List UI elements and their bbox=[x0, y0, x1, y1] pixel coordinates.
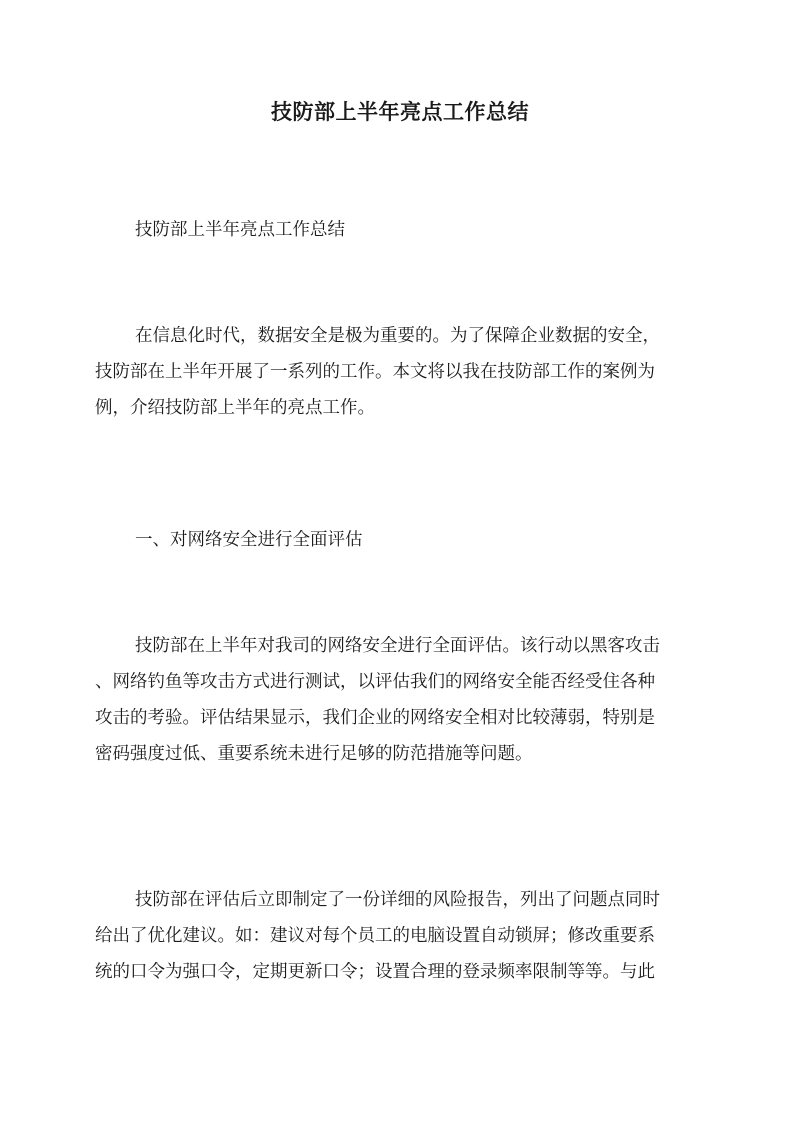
section-heading-text: 一、对网络安全进行全面评估 bbox=[135, 530, 363, 550]
section1-paragraph-1 bbox=[95, 628, 705, 772]
section1-paragraph-2 bbox=[95, 882, 705, 990]
paragraph-line: 技防部在上半年开展了一系列的工作。本文将以我在技防部工作的案例为 bbox=[95, 362, 655, 382]
paragraph-line: 技防部在上半年对我司的网络安全进行全面评估。该行动以黑客攻击 bbox=[135, 636, 660, 656]
paragraph-line: 给出了优化建议。如：建议对每个员工的电脑设置自动锁屏；修改重要系 bbox=[95, 926, 655, 946]
document-subtitle bbox=[95, 212, 705, 248]
paragraph-line: 密码强度过低、重要系统未进行足够的防范措施等问题。 bbox=[95, 744, 533, 764]
paragraph-line: 攻击的考验。评估结果显示，我们企业的网络安全相对比较薄弱，特别是 bbox=[95, 708, 655, 728]
paragraph-line: 技防部在评估后立即制定了一份详细的风险报告，列出了问题点同时 bbox=[135, 890, 660, 910]
paragraph-line: 例，介绍技防部上半年的亮点工作。 bbox=[95, 398, 375, 418]
section-heading bbox=[95, 522, 705, 558]
subtitle-line: 技防部上半年亮点工作总结 bbox=[135, 220, 345, 240]
paragraph-line: 统的口令为强口令，定期更新口令；设置合理的登录频率限制等等。与此 bbox=[95, 962, 655, 982]
intro-paragraph bbox=[95, 318, 705, 426]
document-title: 技防部上半年亮点工作总结 bbox=[271, 99, 529, 124]
paragraph-line: 在信息化时代，数据安全是极为重要的。为了保障企业数据的安全， bbox=[135, 326, 660, 346]
paragraph-line: 、网络钓鱼等攻击方式进行测试，以评估我们的网络安全能否经受住各种 bbox=[95, 672, 655, 692]
